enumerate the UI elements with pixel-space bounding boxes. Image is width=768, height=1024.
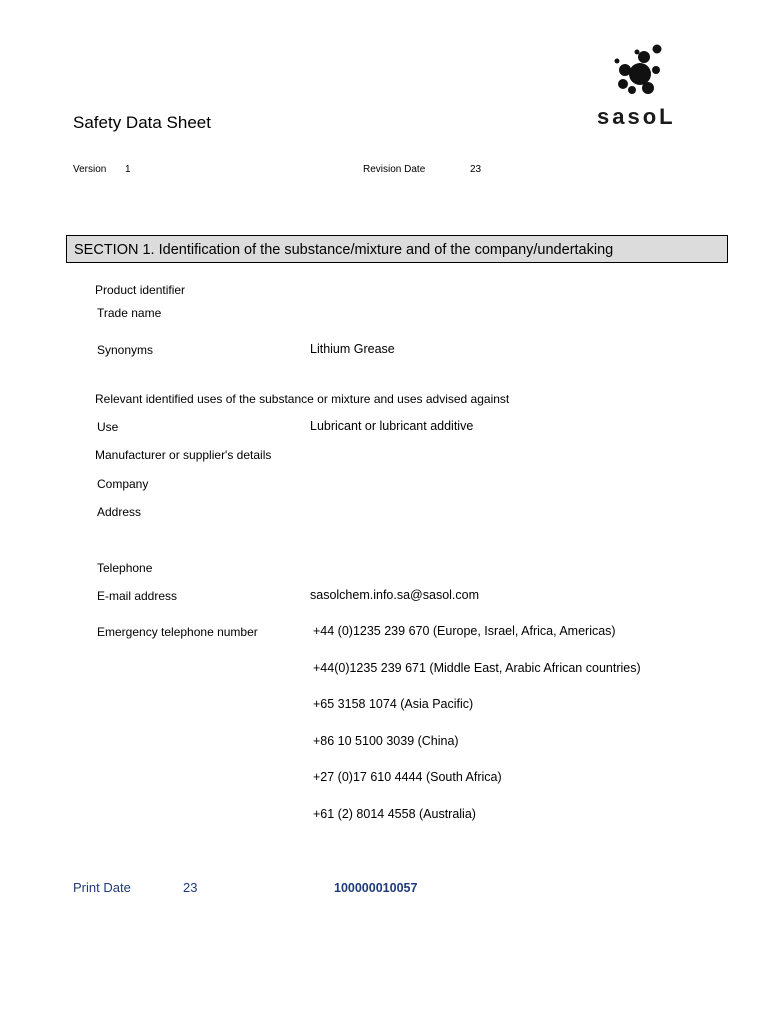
use-label: Use [97, 420, 119, 434]
trade-name-label: Trade name [97, 306, 162, 320]
synonyms-value: Lithium Grease [310, 342, 395, 356]
emergency-number: +65 3158 1074 (Asia Pacific) [313, 697, 474, 711]
emergency-number: +61 (2) 8014 4558 (Australia) [313, 807, 476, 821]
print-date-label: Print Date [73, 880, 131, 895]
email-value: sasolchem.info.sa@sasol.com [310, 588, 480, 602]
manufacturer-heading: Manufacturer or supplier's details [95, 448, 272, 462]
email-label: E-mail address [97, 589, 178, 603]
revision-date-value: 23 [470, 164, 482, 175]
logo-wordmark: sasoL [597, 104, 676, 129]
company-label: Company [97, 477, 149, 491]
section-title: SECTION 1. Identification of the substance/mixture and of the company/undertaking [74, 242, 614, 258]
section-header [66, 235, 728, 263]
print-date-value: 23 [183, 880, 198, 895]
telephone-label: Telephone [97, 561, 153, 575]
page-title: Safety Data Sheet [73, 113, 211, 132]
document-code: 100000010057 [334, 881, 418, 895]
emergency-number: +27 (0)17 610 4444 (South Africa) [313, 770, 502, 784]
version-value: 1 [125, 164, 131, 175]
product-identifier-heading: Product identifier [95, 283, 186, 297]
emergency-telephone-label: Emergency telephone number [97, 625, 258, 639]
revision-date-label: Revision Date [363, 164, 426, 175]
address-label: Address [97, 505, 142, 519]
use-value: Lubricant or lubricant additive [310, 419, 474, 433]
relevant-uses-heading: Relevant identified uses of the substance or mixture and uses advised against [95, 392, 510, 406]
emergency-number: +86 10 5100 3039 (China) [313, 734, 459, 748]
emergency-number: +44(0)1235 239 671 (Middle East, Arabic African countries) [313, 661, 641, 675]
synonyms-label: Synonyms [97, 343, 154, 357]
version-label: Version [73, 164, 107, 175]
emergency-number: +44 (0)1235 239 670 (Europe, Israel, Africa, Americas) [313, 624, 616, 638]
